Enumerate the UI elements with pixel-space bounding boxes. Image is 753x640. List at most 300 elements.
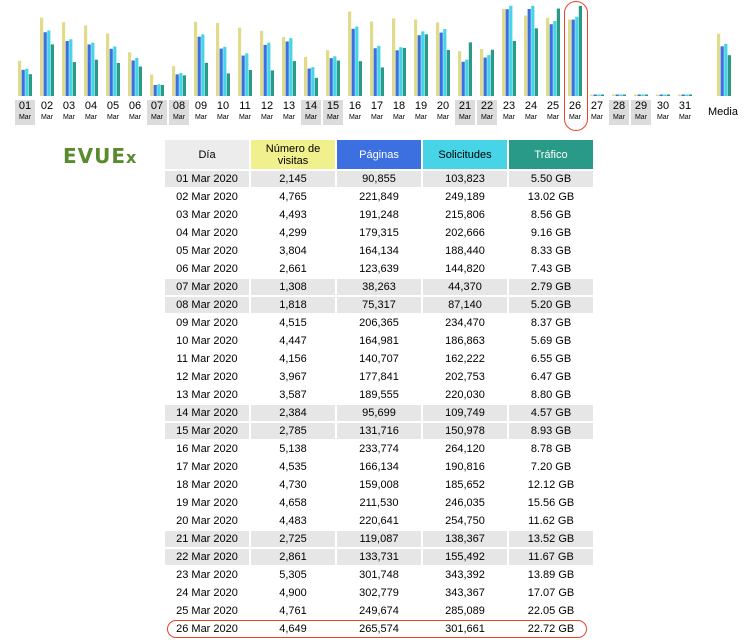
cell-visits: 4,730 [251, 475, 337, 493]
cell-traffic: 11.67 GB [509, 547, 595, 565]
cell-requests: 264,120 [423, 439, 509, 457]
bar-07-s3 [161, 85, 164, 96]
bar-average-s3 [728, 55, 731, 96]
cell-requests: 301,661 [423, 619, 509, 637]
cell-requests: 249,189 [423, 187, 509, 205]
bar-30-s0 [656, 95, 659, 97]
bar-11-s2 [245, 53, 248, 96]
header-day: Día [165, 140, 251, 169]
bar-24-s0 [524, 16, 527, 97]
bar-12-s2 [267, 43, 270, 96]
bar-05-s1 [110, 49, 113, 96]
cell-day: 11 Mar 2020 [165, 349, 251, 367]
table-row [165, 187, 595, 205]
day-number: 19 [414, 100, 428, 112]
bar-02-s3 [51, 44, 54, 96]
day-month: Mar [194, 114, 208, 121]
bar-23-s0 [502, 9, 505, 96]
cell-pages: 233,774 [337, 439, 423, 457]
day-number: 26 [568, 100, 582, 112]
bar-24-s3 [535, 28, 538, 96]
bar-04-s3 [95, 60, 98, 96]
day-month: Mar [172, 114, 186, 121]
cell-visits: 3,804 [251, 241, 337, 259]
cell-pages: 75,317 [337, 295, 423, 313]
bar-31-s2 [685, 95, 688, 97]
cell-requests: 144,820 [423, 259, 509, 277]
cell-traffic: 4.57 GB [509, 403, 595, 421]
cell-traffic: 22.72 GB [509, 619, 595, 637]
cell-pages: 119,087 [337, 529, 423, 547]
table-row [165, 403, 595, 421]
cell-visits: 3,587 [251, 385, 337, 403]
bar-08-s2 [179, 73, 182, 96]
day-label-04 [81, 100, 101, 125]
cell-visits: 4,535 [251, 457, 337, 475]
day-number: 30 [656, 100, 670, 112]
day-label-08 [169, 100, 189, 125]
evuex-logo: EVUEx [63, 144, 138, 168]
cell-visits: 2,661 [251, 259, 337, 277]
day-number: 24 [524, 100, 538, 112]
table-row [165, 583, 595, 601]
cell-visits: 4,658 [251, 493, 337, 511]
bar-29-s0 [634, 95, 637, 97]
cell-day: 20 Mar 2020 [165, 511, 251, 529]
day-label-18 [389, 100, 409, 125]
day-label-09 [191, 100, 211, 125]
day-label-16 [345, 100, 365, 125]
bar-05-s0 [106, 34, 109, 96]
highlight-bar-26 [564, 1, 588, 131]
cell-visits: 1,308 [251, 277, 337, 295]
cell-traffic: 6.47 GB [509, 367, 595, 385]
day-label-27 [587, 100, 607, 125]
bar-30-s2 [663, 95, 666, 97]
bar-27-s3 [601, 95, 604, 97]
day-number: 17 [370, 100, 384, 112]
day-number: 10 [216, 100, 230, 112]
table-row [165, 349, 595, 367]
day-month: Mar [326, 114, 340, 121]
day-label-14 [301, 100, 321, 125]
cell-day: 19 Mar 2020 [165, 493, 251, 511]
day-label-28 [609, 100, 629, 125]
cell-pages: 140,707 [337, 349, 423, 367]
bar-09-s1 [198, 37, 201, 96]
cell-visits: 4,649 [251, 619, 337, 637]
bar-13-s0 [282, 37, 285, 96]
bar-27-s1 [594, 95, 597, 97]
day-label-22 [477, 100, 497, 125]
average-label: Media [708, 106, 738, 118]
bar-12-s3 [271, 70, 274, 96]
day-label-11 [235, 100, 255, 125]
bar-24-s1 [528, 9, 531, 96]
table-row [165, 439, 595, 457]
bar-28-s3 [623, 95, 626, 97]
header-visits: Número de visitas [251, 140, 337, 169]
cell-pages: 221,849 [337, 187, 423, 205]
cell-requests: 150,978 [423, 421, 509, 439]
cell-day: 26 Mar 2020 [165, 619, 251, 637]
bar-31-s0 [678, 95, 681, 97]
bar-22-s3 [491, 50, 494, 96]
day-number: 06 [128, 100, 142, 112]
day-label-07 [147, 100, 167, 125]
header-requests: Solicitudes [423, 140, 509, 169]
cell-traffic: 6.55 GB [509, 349, 595, 367]
day-label-06 [125, 100, 145, 125]
cell-pages: 131,716 [337, 421, 423, 439]
bar-21-s2 [465, 60, 468, 96]
cell-visits: 4,299 [251, 223, 337, 241]
cell-pages: 265,574 [337, 619, 423, 637]
cell-pages: 301,748 [337, 565, 423, 583]
bar-15-s2 [333, 56, 336, 96]
day-label-21 [455, 100, 475, 125]
bar-16-s2 [355, 27, 358, 96]
day-label-01 [15, 100, 35, 125]
day-month: Mar [282, 114, 296, 121]
day-number: 07 [150, 100, 164, 112]
day-number: 15 [326, 100, 340, 112]
bar-14-s0 [304, 57, 307, 96]
bar-25-s1 [550, 24, 553, 96]
cell-pages: 90,855 [337, 169, 423, 187]
cell-traffic: 13.89 GB [509, 565, 595, 583]
day-number: 13 [282, 100, 296, 112]
day-month: Mar [370, 114, 384, 121]
cell-requests: 186,863 [423, 331, 509, 349]
day-month: Mar [304, 114, 318, 121]
bar-16-s3 [359, 61, 362, 96]
cell-pages: 177,841 [337, 367, 423, 385]
bar-18-s2 [399, 47, 402, 96]
day-month: Mar [502, 114, 516, 121]
cell-visits: 4,765 [251, 187, 337, 205]
bar-12-s1 [264, 45, 267, 96]
bar-average-s2 [724, 44, 727, 96]
bar-28-s1 [616, 95, 619, 97]
table-row [165, 223, 595, 241]
cell-day: 05 Mar 2020 [165, 241, 251, 259]
day-number: 28 [612, 100, 626, 112]
cell-pages: 159,008 [337, 475, 423, 493]
cell-traffic: 8.37 GB [509, 313, 595, 331]
cell-visits: 5,305 [251, 565, 337, 583]
bar-01-s3 [29, 74, 32, 96]
day-month: Mar [150, 114, 164, 121]
table-row [165, 169, 595, 187]
table-row [165, 421, 595, 439]
bar-07-s1 [154, 85, 157, 96]
day-number: 31 [678, 100, 692, 112]
bar-15-s0 [326, 50, 329, 96]
bar-11-s0 [238, 28, 241, 96]
day-month: Mar [568, 114, 582, 121]
bar-05-s3 [117, 63, 120, 96]
cell-day: 02 Mar 2020 [165, 187, 251, 205]
cell-visits: 1,818 [251, 295, 337, 313]
cell-day: 14 Mar 2020 [165, 403, 251, 421]
table-row [165, 367, 595, 385]
bar-19-s2 [421, 31, 424, 96]
day-label-17 [367, 100, 387, 125]
bar-14-s2 [311, 67, 314, 96]
cell-requests: 190,816 [423, 457, 509, 475]
highlight-row-26 [167, 620, 587, 638]
cell-traffic: 5.50 GB [509, 169, 595, 187]
bar-06-s1 [132, 60, 135, 96]
cell-requests: 185,652 [423, 475, 509, 493]
day-month: Mar [612, 114, 626, 121]
bar-11-s1 [242, 56, 245, 96]
day-month: Mar [40, 114, 54, 121]
cell-traffic: 11.62 GB [509, 511, 595, 529]
bar-04-s2 [91, 43, 94, 96]
table-row [165, 547, 595, 565]
day-number: 23 [502, 100, 516, 112]
cell-requests: 343,392 [423, 565, 509, 583]
cell-traffic: 8.80 GB [509, 385, 595, 403]
cell-visits: 4,447 [251, 331, 337, 349]
bar-15-s1 [330, 58, 333, 96]
day-month: Mar [546, 114, 560, 121]
bar-07-s0 [150, 75, 153, 96]
table-row [165, 259, 595, 277]
bar-01-s0 [18, 61, 21, 96]
cell-day: 18 Mar 2020 [165, 475, 251, 493]
bar-06-s0 [128, 52, 131, 96]
day-month: Mar [458, 114, 472, 121]
cell-pages: 95,699 [337, 403, 423, 421]
bar-14-s1 [308, 68, 311, 96]
cell-traffic: 15.56 GB [509, 493, 595, 511]
cell-day: 23 Mar 2020 [165, 565, 251, 583]
day-number: 16 [348, 100, 362, 112]
day-label-23 [499, 100, 519, 125]
day-number: 12 [260, 100, 274, 112]
table-row [165, 241, 595, 259]
cell-pages: 164,981 [337, 331, 423, 349]
cell-requests: 162,222 [423, 349, 509, 367]
day-month: Mar [436, 114, 450, 121]
cell-traffic: 5.69 GB [509, 331, 595, 349]
cell-traffic: 17.07 GB [509, 583, 595, 601]
table-row [165, 601, 595, 619]
bar-17-s3 [381, 67, 384, 96]
day-month: Mar [260, 114, 274, 121]
day-month: Mar [348, 114, 362, 121]
bar-20-s0 [436, 22, 439, 96]
bar-18-s0 [392, 18, 395, 96]
bar-06-s3 [139, 67, 142, 96]
bar-23-s2 [509, 6, 512, 96]
cell-requests: 202,753 [423, 367, 509, 385]
cell-traffic: 5.20 GB [509, 295, 595, 313]
day-label-12 [257, 100, 277, 125]
cell-day: 12 Mar 2020 [165, 367, 251, 385]
bar-13-s2 [289, 38, 292, 96]
bar-25-s0 [546, 18, 549, 96]
day-number: 29 [634, 100, 648, 112]
table-row [165, 457, 595, 475]
bar-02-s0 [40, 18, 43, 96]
bar-19-s3 [425, 34, 428, 96]
day-label-05 [103, 100, 123, 125]
cell-day: 24 Mar 2020 [165, 583, 251, 601]
cell-requests: 155,492 [423, 547, 509, 565]
cell-day: 17 Mar 2020 [165, 457, 251, 475]
day-label-13 [279, 100, 299, 125]
bar-10-s0 [216, 23, 219, 96]
day-month: Mar [392, 114, 406, 121]
table-row [165, 331, 595, 349]
bar-31-s1 [682, 95, 685, 97]
bar-23-s3 [513, 41, 516, 96]
cell-requests: 109,749 [423, 403, 509, 421]
day-month: Mar [656, 114, 670, 121]
day-month: Mar [480, 114, 494, 121]
cell-pages: 206,365 [337, 313, 423, 331]
bar-08-s0 [172, 66, 175, 96]
cell-requests: 234,470 [423, 313, 509, 331]
day-month: Mar [106, 114, 120, 121]
cell-day: 25 Mar 2020 [165, 601, 251, 619]
bar-01-s1 [22, 70, 25, 96]
cell-pages: 164,134 [337, 241, 423, 259]
day-number: 25 [546, 100, 560, 112]
day-number: 18 [392, 100, 406, 112]
bar-03-s0 [62, 22, 65, 96]
cell-traffic: 8.56 GB [509, 205, 595, 223]
cell-day: 16 Mar 2020 [165, 439, 251, 457]
bar-16-s0 [348, 12, 351, 96]
cell-visits: 4,515 [251, 313, 337, 331]
cell-traffic: 13.02 GB [509, 187, 595, 205]
cell-visits: 4,483 [251, 511, 337, 529]
bar-31-s3 [689, 95, 692, 97]
cell-pages: 166,134 [337, 457, 423, 475]
cell-requests: 246,035 [423, 493, 509, 511]
day-number: 03 [62, 100, 76, 112]
cell-day: 15 Mar 2020 [165, 421, 251, 439]
cell-requests: 103,823 [423, 169, 509, 187]
cell-pages: 38,263 [337, 277, 423, 295]
bar-14-s3 [315, 78, 318, 96]
bar-27-s2 [597, 95, 600, 97]
cell-day: 13 Mar 2020 [165, 385, 251, 403]
day-number: 11 [239, 100, 251, 112]
day-number: 22 [480, 100, 494, 112]
cell-requests: 44,370 [423, 277, 509, 295]
day-month: Mar [414, 114, 428, 121]
day-month: Mar [634, 114, 648, 121]
bar-08-s3 [183, 75, 186, 96]
cell-visits: 5,138 [251, 439, 337, 457]
day-month: Mar [18, 114, 32, 121]
bar-12-s0 [260, 31, 263, 96]
bar-average-s0 [717, 34, 720, 96]
day-month: Mar [84, 114, 98, 121]
cell-day: 21 Mar 2020 [165, 529, 251, 547]
cell-visits: 4,156 [251, 349, 337, 367]
cell-pages: 211,530 [337, 493, 423, 511]
bar-30-s3 [667, 95, 670, 97]
day-month: Mar [216, 114, 230, 121]
cell-pages: 191,248 [337, 205, 423, 223]
cell-day: 22 Mar 2020 [165, 547, 251, 565]
bar-06-s2 [135, 58, 138, 96]
day-label-10 [213, 100, 233, 125]
cell-requests: 285,089 [423, 601, 509, 619]
header-pages: Páginas [337, 140, 423, 169]
bar-23-s1 [506, 9, 509, 96]
day-label-19 [411, 100, 431, 125]
day-label-24 [521, 100, 541, 125]
cell-requests: 254,750 [423, 511, 509, 529]
bar-25-s2 [553, 21, 556, 96]
day-month: Mar [590, 114, 604, 121]
cell-pages: 220,641 [337, 511, 423, 529]
cell-pages: 249,674 [337, 601, 423, 619]
bar-22-s1 [484, 58, 487, 96]
cell-visits: 2,725 [251, 529, 337, 547]
bar-19-s1 [418, 35, 421, 96]
cell-day: 01 Mar 2020 [165, 169, 251, 187]
day-label-31 [675, 100, 695, 125]
day-label-03 [59, 100, 79, 125]
bar-04-s0 [84, 25, 87, 96]
cell-visits: 2,861 [251, 547, 337, 565]
table-row [165, 511, 595, 529]
bar-25-s3 [557, 9, 560, 96]
day-number: 04 [84, 100, 98, 112]
bar-28-s2 [619, 95, 622, 97]
day-label-20 [433, 100, 453, 125]
cell-traffic: 8.33 GB [509, 241, 595, 259]
table-row [165, 313, 595, 331]
cell-visits: 2,145 [251, 169, 337, 187]
bar-10-s1 [220, 49, 223, 96]
cell-day: 04 Mar 2020 [165, 223, 251, 241]
daily-bar-chart [0, 0, 753, 100]
cell-pages: 179,315 [337, 223, 423, 241]
cell-traffic: 22.05 GB [509, 601, 595, 619]
cell-requests: 220,030 [423, 385, 509, 403]
day-label-02 [37, 100, 57, 125]
bar-28-s0 [612, 95, 615, 97]
day-number: 05 [106, 100, 120, 112]
cell-day: 07 Mar 2020 [165, 277, 251, 295]
bar-09-s2 [201, 34, 204, 96]
cell-traffic: 12.12 GB [509, 475, 595, 493]
cell-visits: 3,967 [251, 367, 337, 385]
day-number: 02 [40, 100, 54, 112]
bar-17-s0 [370, 21, 373, 96]
cell-pages: 123,639 [337, 259, 423, 277]
cell-visits: 2,785 [251, 421, 337, 439]
day-label-29 [631, 100, 651, 125]
cell-requests: 138,367 [423, 529, 509, 547]
cell-requests: 343,367 [423, 583, 509, 601]
day-number: 20 [436, 100, 450, 112]
bar-20-s3 [447, 50, 450, 96]
cell-traffic: 9.16 GB [509, 223, 595, 241]
table-row [165, 295, 595, 313]
cell-traffic: 8.78 GB [509, 439, 595, 457]
